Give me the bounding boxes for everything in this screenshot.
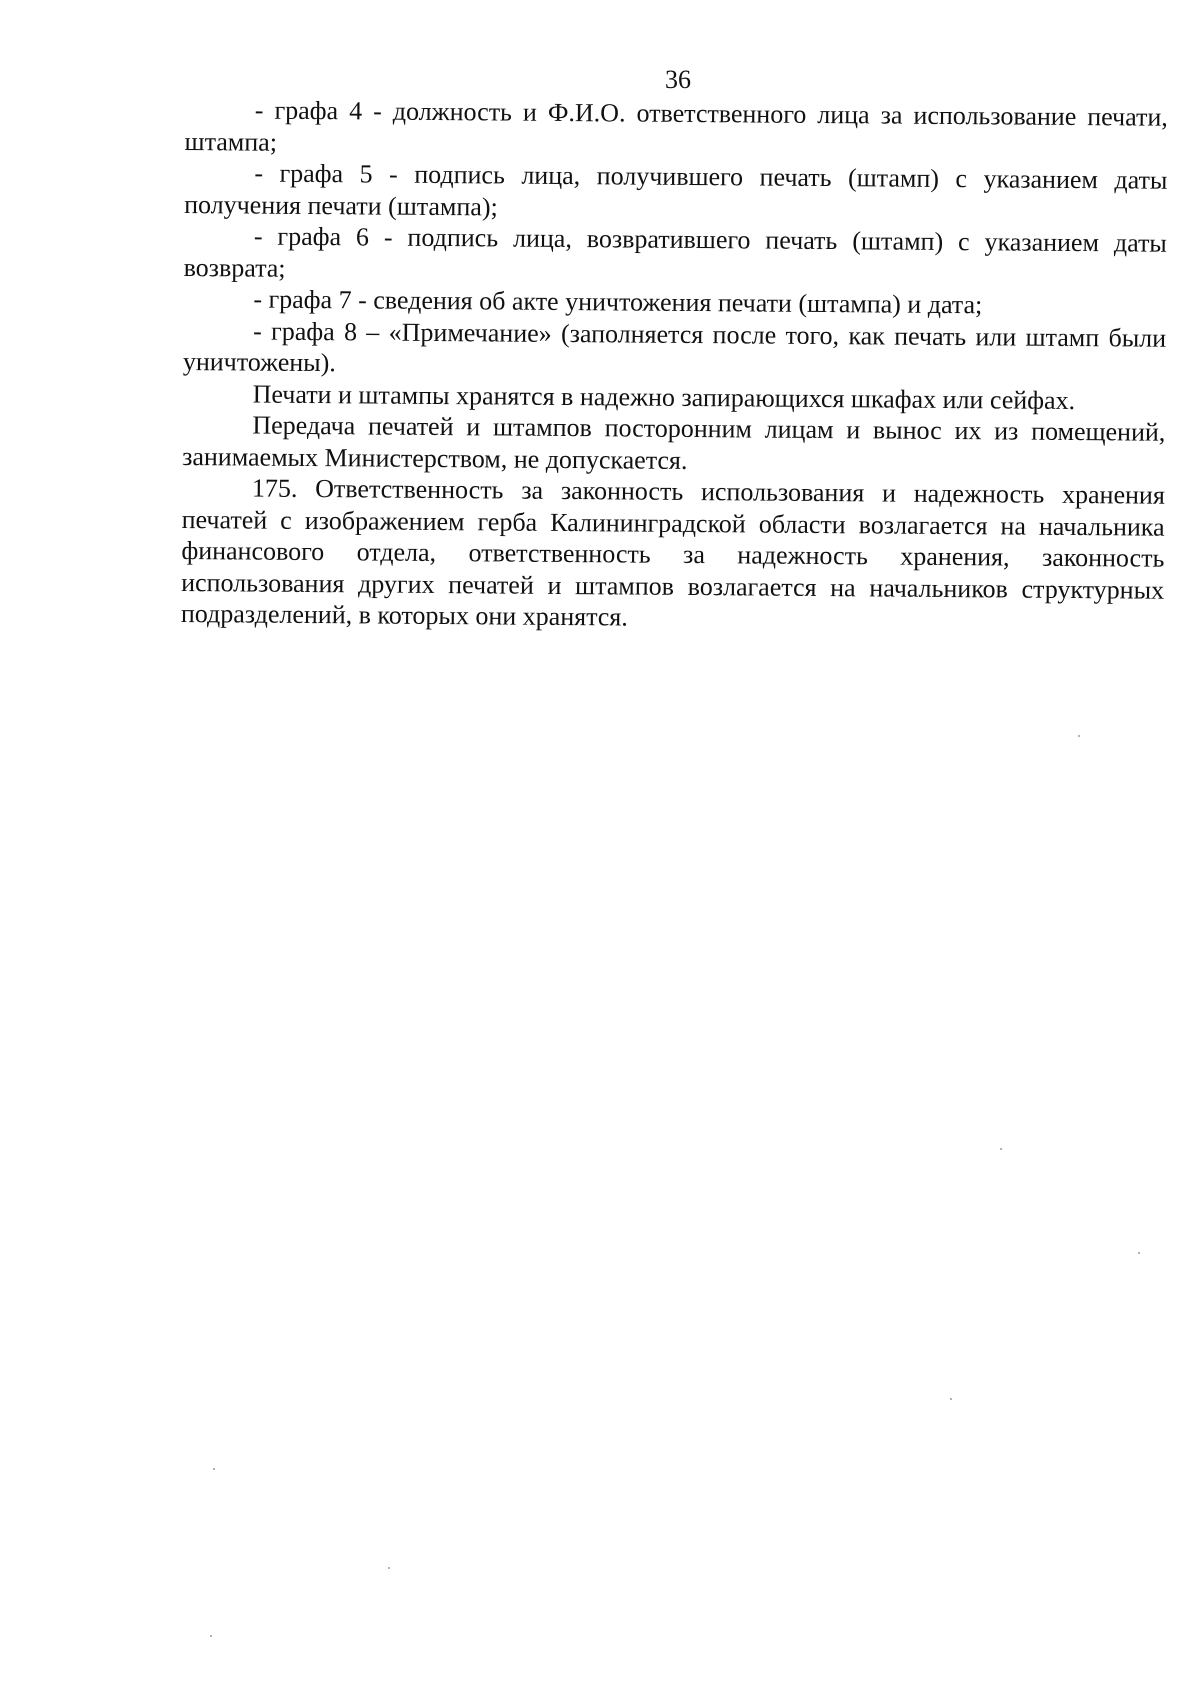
paragraph-column-4: - графа 4 - должность и Ф.И.О. ответственного лица за использование печати, штампа;	[184, 95, 1168, 157]
scan-speck	[950, 1398, 952, 1400]
paragraph-column-7: - графа 7 - сведения об акте уничтожения печати (штампа) и дата;	[253, 284, 983, 320]
page-number: 36	[665, 65, 691, 94]
paragraph-column-6: - графа 6 - подпись лица, возвратившего печать (штамп) с указанием даты возврата;	[183, 221, 1167, 283]
scan-speck	[1078, 735, 1080, 737]
document-body	[181, 94, 1168, 637]
paragraph-column-5: - графа 5 - подпись лица, получившего печать (штамп) с указанием даты получения печати (штампа);	[184, 158, 1168, 221]
scan-speck	[210, 1635, 212, 1637]
scan-speck	[213, 1468, 215, 1470]
scan-speck	[1138, 1252, 1140, 1254]
paragraph-transfer: Передача печатей и штампов посторонним лицам и вынос их из помещений, занимаемых Министерством, не допускается.	[182, 410, 1166, 475]
scan-speck	[1000, 1148, 1002, 1150]
scan-speck	[388, 1567, 390, 1569]
paragraph-column-8: - графа 8 – «Примечание» (заполняется после того, как печать или штамп были уничтожены).	[182, 316, 1167, 378]
paragraph-item-175: 175. Ответственность за законность использования и надежность хранения печатей с изображением герба Калининградской области возлагается на начальника финансового отдела, ответственность за надежность хранения, законность использования других печатей и штампов возлагается на начальников структурных подразделений, в которых они хранятся.	[180, 473, 1165, 632]
paragraph-storage: Печати и штампы хранятся в надежно запирающихся шкафах или сейфах.	[252, 379, 1076, 415]
